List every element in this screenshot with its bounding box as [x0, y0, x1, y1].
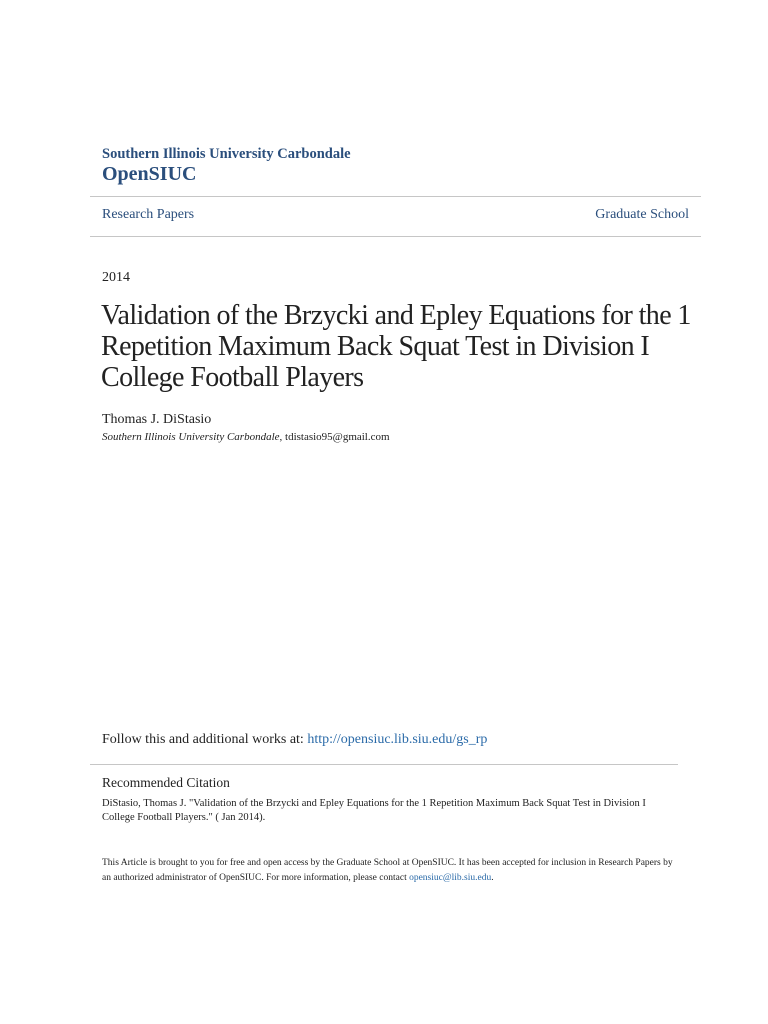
citation-text: DiStasio, Thomas J. "Validation of the Brzycki and Epley Equations for the 1 Repetition Maximum Back Squat Test in Division I College Football Players." ( Jan 2014).	[102, 798, 646, 823]
affiliation-institution: Southern Illinois University Carbondale	[102, 431, 280, 443]
divider-nav	[90, 236, 701, 237]
divider-citation	[90, 764, 678, 765]
access-notice	[102, 856, 682, 886]
author-affiliation	[102, 431, 390, 443]
follow-works	[102, 732, 487, 748]
repository-link[interactable]: OpenSIUC	[102, 163, 197, 185]
author-email: tdistasio95@gmail.com	[285, 431, 390, 443]
collection-url-link[interactable]: http://opensiuc.lib.siu.edu/gs_rp	[307, 732, 488, 747]
contact-email-link[interactable]: opensiuc@lib.siu.edu	[409, 873, 492, 883]
repository-header	[102, 145, 351, 185]
university-link[interactable]: Southern Illinois University Carbondale	[102, 146, 351, 162]
notice-text: This Article is brought to you for free and open access by the Graduate School at OpenSIUC. It has been accepted for inclusion in Research Papers by an authorized administrator of OpenSIUC. For more information, please contact	[102, 858, 673, 883]
citation-heading: Recommended Citation	[102, 775, 230, 790]
article-title: Validation of the Brzycki and Epley Equations for the 1 Repetition Maximum Back Squat Test in Division I College Football Players	[101, 300, 691, 393]
follow-label: Follow this and additional works at:	[102, 732, 308, 747]
divider-top	[90, 196, 701, 197]
research-papers-link[interactable]: Research Papers	[102, 207, 195, 222]
notice-end: .	[491, 873, 494, 883]
graduate-school-link[interactable]: Graduate School	[595, 207, 689, 222]
author-name[interactable]: Thomas J. DiStasio	[102, 412, 212, 427]
affiliation-separator: ,	[279, 431, 286, 443]
publication-year: 2014	[102, 270, 130, 285]
